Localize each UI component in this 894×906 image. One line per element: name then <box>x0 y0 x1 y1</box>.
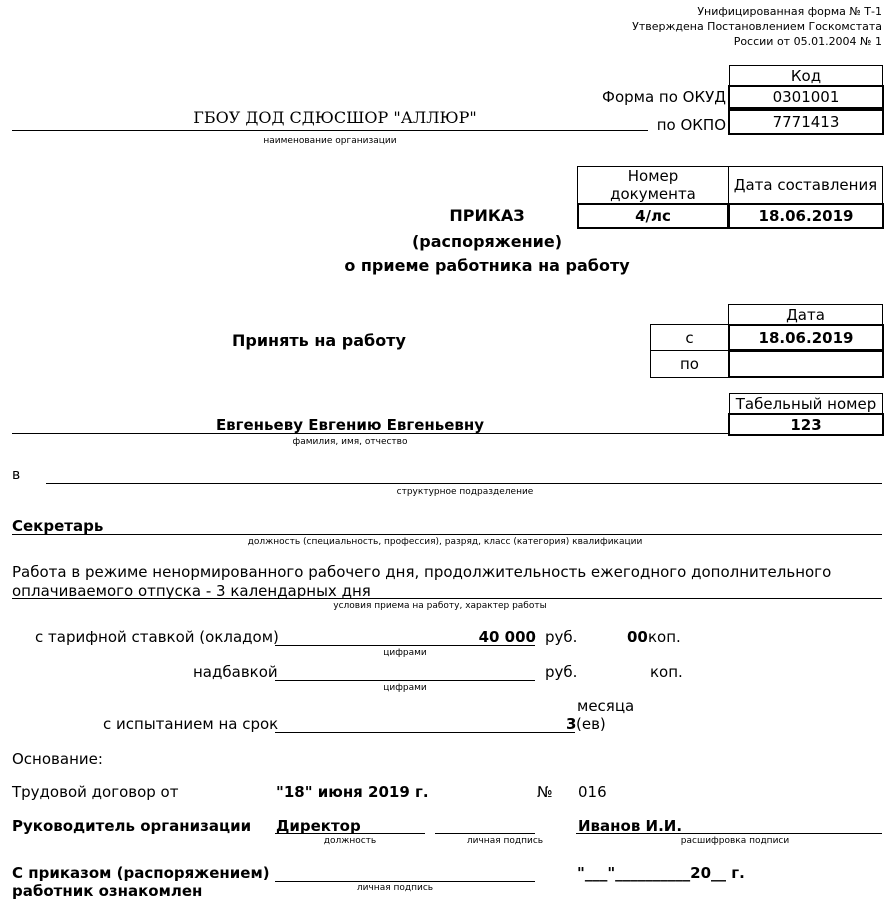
ack-line2: работник ознакомлен <box>12 882 203 900</box>
position-underline <box>12 534 882 535</box>
conditions-underline <box>12 598 882 599</box>
probation-underline <box>275 732 575 733</box>
organization-name: ГБОУ ДОД СДЮСШОР "АЛЛЮР" <box>193 108 477 127</box>
approval-line: Утверждена Постановлением Госкомстата <box>632 20 882 33</box>
head-signature-caption: личная подпись <box>466 836 544 846</box>
probation-unit-bottom: (ев) <box>576 715 606 733</box>
bonus-rub: руб. <box>545 663 578 681</box>
title-order: ПРИКАЗ <box>449 206 525 225</box>
employee-name: Евгеньеву Евгению Евгеньевну <box>215 416 485 434</box>
ack-line1: С приказом (распоряжением) <box>12 864 270 882</box>
employee-underline <box>12 433 728 434</box>
contract-number-sign: № <box>537 783 553 801</box>
head-position-caption: должность <box>323 836 377 846</box>
doc-number-value: 4/лс <box>577 203 729 229</box>
bonus-caption: цифрами <box>383 683 427 693</box>
doc-date-header: Дата составления <box>728 166 883 204</box>
hire-to-value <box>728 350 884 378</box>
contract-number: 016 <box>578 783 607 801</box>
organization-caption: наименование организации <box>263 136 397 146</box>
position-caption: должность (специальность, профессия), разряд, класс (категория) квалификации <box>247 537 643 547</box>
salary-kop-value: 00 <box>627 628 648 646</box>
title-subject: о приеме работника на работу <box>344 256 630 275</box>
conditions-caption: условия приема на работу, характер работы <box>333 601 547 611</box>
tab-number-value: 123 <box>728 413 884 436</box>
hire-label: Принять на работу <box>232 331 406 350</box>
head-position: Директор <box>276 817 361 835</box>
head-name: Иванов И.И. <box>578 817 683 835</box>
kod-header: Код <box>729 65 883 86</box>
title-instruction: (распоряжение) <box>411 232 563 251</box>
department-underline <box>46 483 882 484</box>
ack-signature-line <box>275 881 535 882</box>
department-caption: структурное подразделение <box>396 487 534 497</box>
salary-value: 40 000 <box>478 628 536 646</box>
head-position-underline <box>275 833 425 834</box>
okpo-label: по ОКПО <box>656 116 726 134</box>
form-title: Унифицированная форма № Т-1 <box>697 5 882 18</box>
ack-date: "___"__________20__ г. <box>577 864 745 882</box>
approval-date-line: России от 05.01.2004 № 1 <box>733 35 882 48</box>
basis-label: Основание: <box>12 750 103 768</box>
hire-from-value: 18.06.2019 <box>728 324 884 351</box>
ack-signature-caption: личная подпись <box>356 883 434 893</box>
position-value: Секретарь <box>12 517 104 535</box>
bonus-label: надбавкой <box>193 663 278 681</box>
probation-unit-top: месяца <box>577 697 635 715</box>
okud-label: Форма по ОКУД <box>602 88 726 106</box>
probation-label: с испытанием на срок <box>103 715 279 733</box>
hire-date-header: Дата <box>728 304 883 325</box>
salary-rub: руб. <box>545 628 578 646</box>
okpo-value: 7771413 <box>728 109 884 135</box>
okud-value: 0301001 <box>728 85 884 109</box>
conditions-line1: Работа в режиме ненормированного рабочего дня, продолжительность ежегодного дополнительного <box>12 563 832 581</box>
hire-from-label: с <box>650 324 729 351</box>
doc-number-header: Номер документа <box>577 166 729 204</box>
contract-date: "18" июня 2019 г. <box>276 783 429 801</box>
probation-value: 3 <box>566 715 577 733</box>
salary-underline <box>275 645 535 646</box>
bonus-kop: коп. <box>650 663 683 681</box>
organization-underline <box>12 130 648 131</box>
conditions-line2: оплачиваемого отпуска - 3 календарных дня <box>12 582 371 600</box>
head-name-caption: расшифровка подписи <box>680 836 790 846</box>
contract-label: Трудовой договор от <box>12 783 179 801</box>
hire-to-label: по <box>650 350 729 378</box>
head-signature-line <box>435 833 535 834</box>
tab-number-header: Табельный номер <box>729 393 883 414</box>
head-label: Руководитель организации <box>12 817 252 835</box>
department-prefix: в <box>12 467 21 483</box>
salary-kop: коп. <box>648 628 681 646</box>
employee-caption: фамилия, имя, отчество <box>292 437 408 447</box>
doc-date-value: 18.06.2019 <box>728 203 884 229</box>
salary-caption: цифрами <box>383 648 427 658</box>
bonus-underline <box>275 680 535 681</box>
salary-label: с тарифной ставкой (окладом) <box>35 628 279 646</box>
head-name-underline <box>576 833 882 834</box>
